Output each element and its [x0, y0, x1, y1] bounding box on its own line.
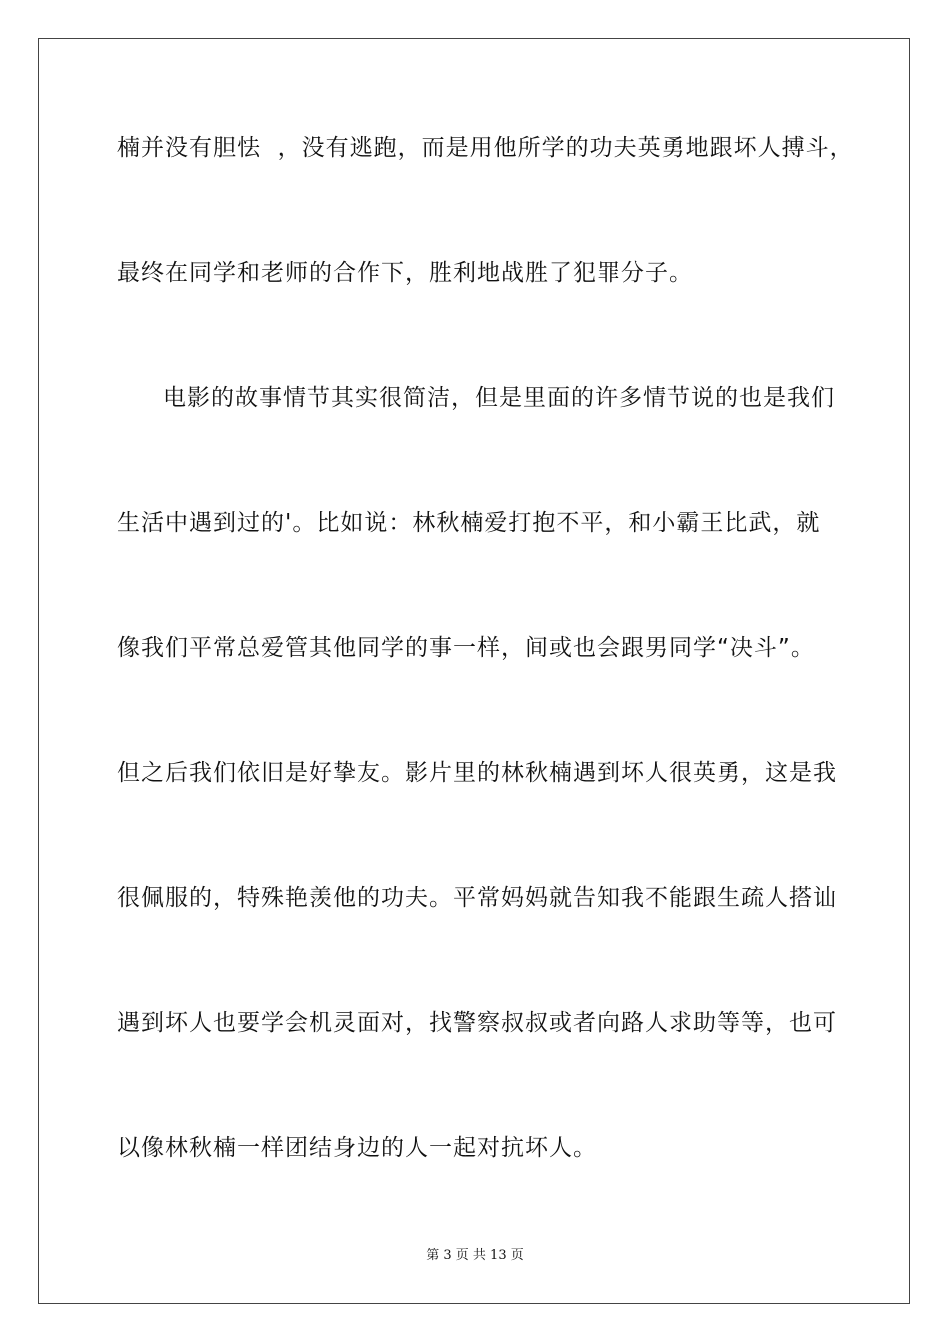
text-line-8: 遇到坏人也要学会机灵面对，找警察叔叔或者向路人求助等等，也可	[117, 1010, 837, 1036]
text-line-7: 很佩服的，特殊艳羡他的功夫。平常妈妈就告知我不能跟生疏人搭讪	[117, 885, 837, 911]
text-line-1: 楠并没有胆怯 ，没有逃跑，而是用他所学的功夫英勇地跟坏人搏斗，	[117, 135, 854, 161]
page-border	[38, 38, 910, 1304]
text-line-5: 像我们平常总爱管其他同学的事一样，间或也会跟男同学“决斗”。	[117, 635, 815, 661]
text-line-2: 最终在同学和老师的合作下，胜利地战胜了犯罪分子。	[117, 260, 693, 286]
page-number: 第 3 页 共 13 页	[426, 1248, 524, 1263]
text-line-9: 以像林秋楠一样团结身边的人一起对抗坏人。	[117, 1135, 597, 1161]
text-line-3: 电影的故事情节其实很简洁，但是里面的许多情节说的也是我们	[163, 385, 835, 411]
text-line-4: 生活中遇到过的'。比如说：林秋楠爱打抱不平，和小霸王比武，就	[117, 510, 821, 536]
text-line-6: 但之后我们依旧是好挚友。影片里的林秋楠遇到坏人很英勇，这是我	[117, 760, 837, 786]
